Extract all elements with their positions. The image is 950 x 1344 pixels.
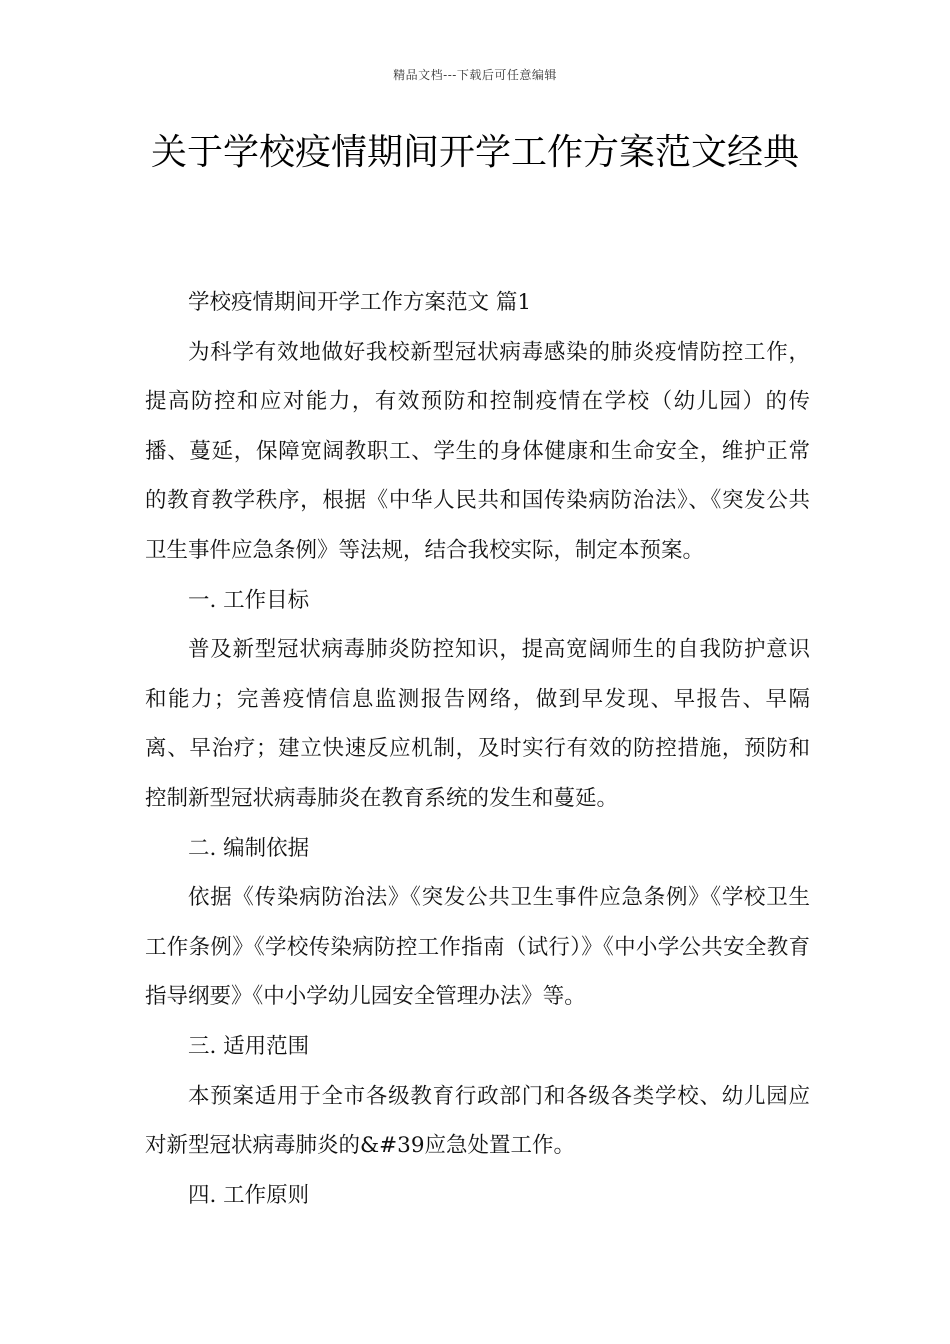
section-heading: 二. 编制依据: [188, 835, 310, 861]
body-paragraph: 本预案适用于全市各级教育行政部门和各级各类学校、幼儿园应对新型冠状病毒肺炎的&#39应急处置工作。: [145, 1083, 810, 1159]
section-heading: 四. 工作原则: [188, 1182, 310, 1208]
document-title: 关于学校疫情期间开学工作方案范文经典: [150, 132, 799, 173]
body-paragraph: 依据《传染病防治法》《突发公共卫生事件应急条例》《学校卫生工作条例》《学校传染病防控工作指南（试行）》《中小学公共安全教育指导纲要》《中小学幼儿园安全管理办法》等。: [145, 885, 810, 1010]
body-paragraph: 普及新型冠状病毒肺炎防控知识，提高宽阔师生的自我防护意识和能力；完善疫情信息监测报告网络，做到早发现、早报告、早隔离、早治疗；建立快速反应机制，及时实行有效的防控措施，预防和控制新型冠状病毒肺炎在教育系统的发生和蔓延。: [145, 637, 810, 811]
header-note: 精品文档---下载后可任意编辑: [393, 68, 557, 82]
section-heading: 学校疫情期间开学工作方案范文 篇1: [188, 290, 532, 315]
section-heading: 一. 工作目标: [188, 587, 310, 613]
body-paragraph: 为科学有效地做好我校新型冠状病毒感染的肺炎疫情防控工作，提高防控和应对能力，有效预防和控制疫情在学校（幼儿园）的传播、蔓延，保障宽阔教职工、学生的身体健康和生命安全，维护正常的教育教学秩序，根据《中华人民共和国传染病防治法》、《突发公共卫生事件应急条例》等法规，结合我校实际，制定本预案。: [145, 339, 810, 563]
document-body: [145, 278, 810, 1220]
section-heading: 三. 适用范围: [188, 1033, 310, 1059]
